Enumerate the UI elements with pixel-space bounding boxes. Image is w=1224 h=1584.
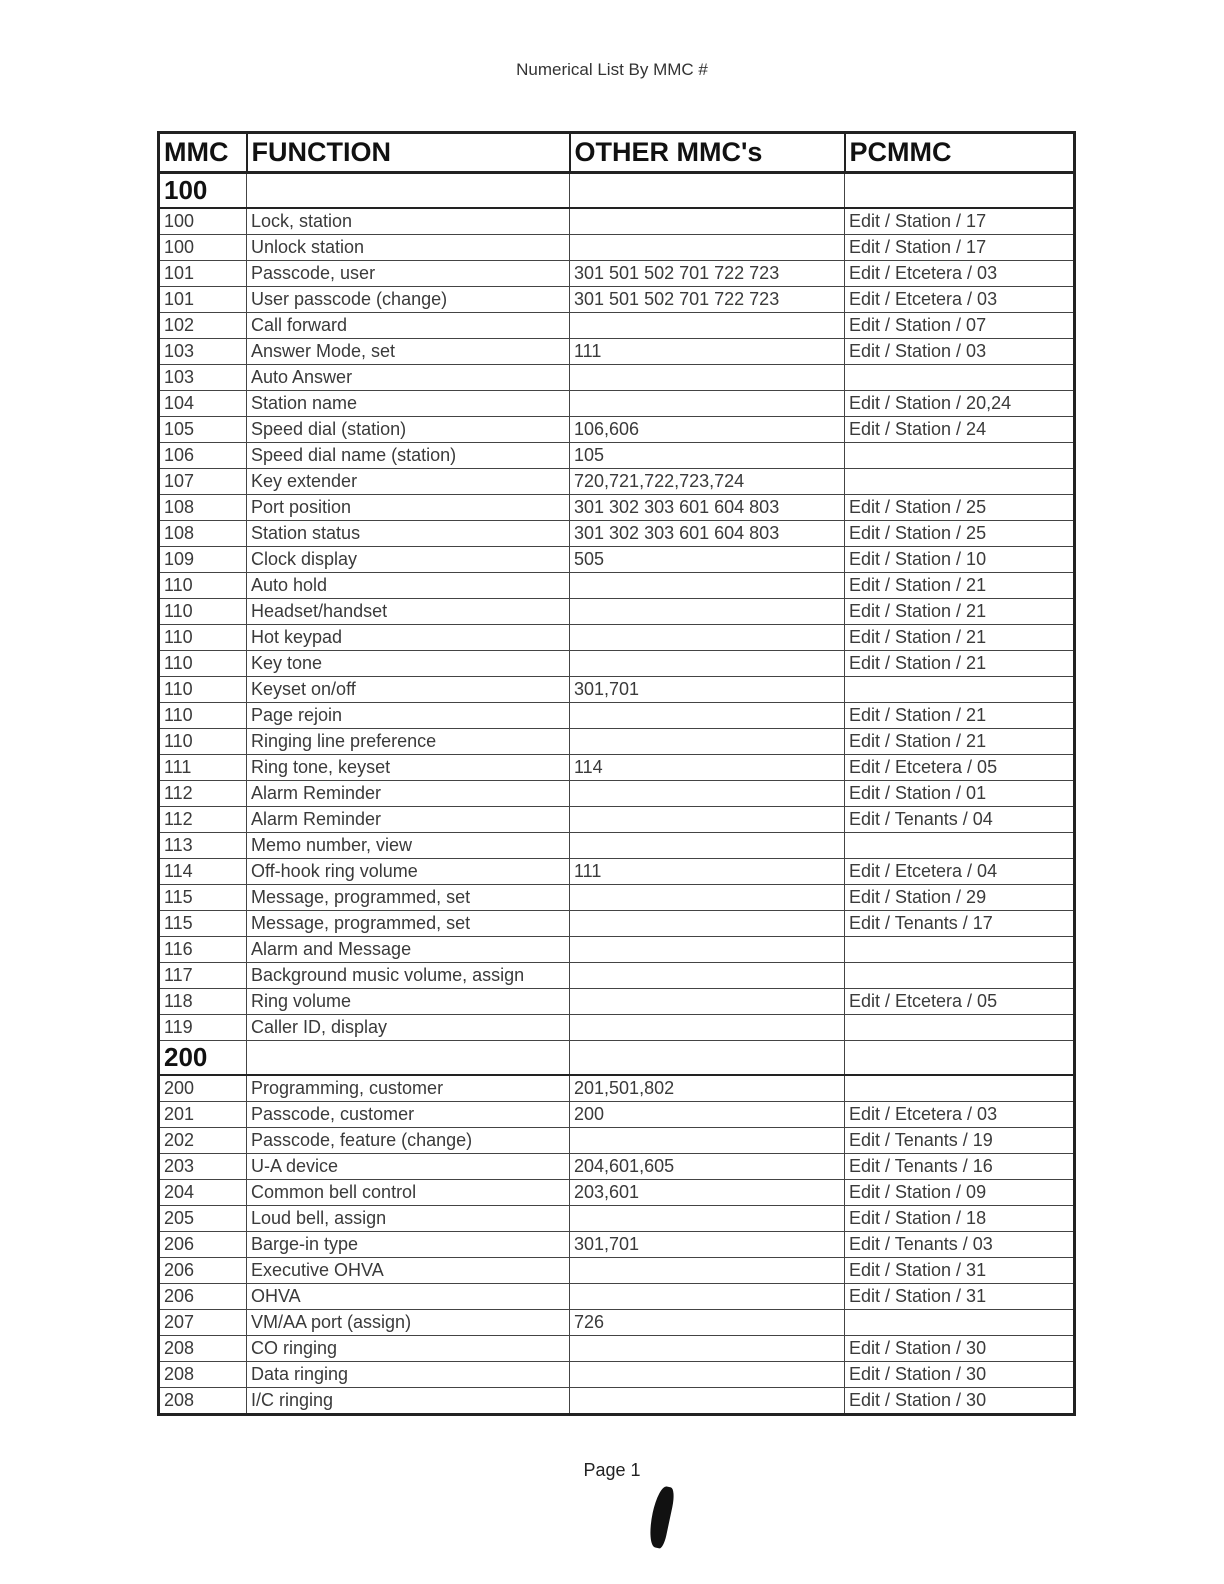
function-cell: OHVA bbox=[247, 1284, 570, 1310]
group-empty-cell bbox=[845, 1041, 1075, 1076]
other-mmcs-cell bbox=[570, 573, 845, 599]
function-cell: Data ringing bbox=[247, 1362, 570, 1388]
header-row bbox=[159, 133, 1075, 173]
table-row bbox=[159, 1388, 1075, 1415]
function-cell: Message, programmed, set bbox=[247, 885, 570, 911]
table-row bbox=[159, 339, 1075, 365]
pcmmc-cell: Edit / Station / 21 bbox=[845, 651, 1075, 677]
other-mmcs-cell: 200 bbox=[570, 1102, 845, 1128]
other-mmcs-cell bbox=[570, 235, 845, 261]
table-row bbox=[159, 1232, 1075, 1258]
function-cell: CO ringing bbox=[247, 1336, 570, 1362]
table-row bbox=[159, 807, 1075, 833]
other-mmcs-cell bbox=[570, 208, 845, 235]
mmc-cell: 205 bbox=[159, 1206, 247, 1232]
pcmmc-cell bbox=[845, 365, 1075, 391]
function-cell: Alarm Reminder bbox=[247, 781, 570, 807]
function-cell: Key extender bbox=[247, 469, 570, 495]
table-row bbox=[159, 599, 1075, 625]
other-mmcs-cell bbox=[570, 1362, 845, 1388]
function-cell: Common bell control bbox=[247, 1180, 570, 1206]
table-row bbox=[159, 885, 1075, 911]
group-empty-cell bbox=[247, 173, 570, 209]
other-mmcs-cell: 505 bbox=[570, 547, 845, 573]
group-row bbox=[159, 1041, 1075, 1076]
table-row bbox=[159, 703, 1075, 729]
table-row bbox=[159, 651, 1075, 677]
pcmmc-cell bbox=[845, 469, 1075, 495]
table-row bbox=[159, 911, 1075, 937]
function-cell: Loud bell, assign bbox=[247, 1206, 570, 1232]
function-cell: Headset/handset bbox=[247, 599, 570, 625]
mmc-cell: 110 bbox=[159, 677, 247, 703]
function-cell: Programming, customer bbox=[247, 1075, 570, 1102]
mmc-cell: 117 bbox=[159, 963, 247, 989]
pcmmc-cell bbox=[845, 963, 1075, 989]
pcmmc-cell: Edit / Station / 17 bbox=[845, 208, 1075, 235]
table-row bbox=[159, 1154, 1075, 1180]
group-row bbox=[159, 173, 1075, 209]
pcmmc-cell bbox=[845, 677, 1075, 703]
mmc-cell: 110 bbox=[159, 651, 247, 677]
pcmmc-cell: Edit / Tenants / 03 bbox=[845, 1232, 1075, 1258]
table-row bbox=[159, 963, 1075, 989]
other-mmcs-cell bbox=[570, 911, 845, 937]
function-cell: Answer Mode, set bbox=[247, 339, 570, 365]
mmc-cell: 105 bbox=[159, 417, 247, 443]
pcmmc-cell bbox=[845, 443, 1075, 469]
table-row bbox=[159, 859, 1075, 885]
pcmmc-cell bbox=[845, 1075, 1075, 1102]
function-cell: Call forward bbox=[247, 313, 570, 339]
pcmmc-cell: Edit / Station / 01 bbox=[845, 781, 1075, 807]
pcmmc-cell: Edit / Station / 30 bbox=[845, 1388, 1075, 1415]
table-row bbox=[159, 1180, 1075, 1206]
mmc-cell: 112 bbox=[159, 781, 247, 807]
pcmmc-cell: Edit / Station / 29 bbox=[845, 885, 1075, 911]
mmc-cell: 114 bbox=[159, 859, 247, 885]
function-cell: Executive OHVA bbox=[247, 1258, 570, 1284]
other-mmcs-cell: 204,601,605 bbox=[570, 1154, 845, 1180]
table-row bbox=[159, 1310, 1075, 1336]
mmc-cell: 116 bbox=[159, 937, 247, 963]
pcmmc-cell: Edit / Station / 20,24 bbox=[845, 391, 1075, 417]
function-cell: Ring volume bbox=[247, 989, 570, 1015]
ink-smudge bbox=[646, 1485, 676, 1549]
mmc-cell: 109 bbox=[159, 547, 247, 573]
function-cell: Station status bbox=[247, 521, 570, 547]
pcmmc-cell: Edit / Station / 24 bbox=[845, 417, 1075, 443]
other-mmcs-cell bbox=[570, 885, 845, 911]
function-cell: Clock display bbox=[247, 547, 570, 573]
mmc-cell: 103 bbox=[159, 365, 247, 391]
pcmmc-cell: Edit / Station / 21 bbox=[845, 703, 1075, 729]
table-row bbox=[159, 677, 1075, 703]
table-row bbox=[159, 443, 1075, 469]
pcmmc-cell: Edit / Station / 25 bbox=[845, 521, 1075, 547]
function-cell: Station name bbox=[247, 391, 570, 417]
other-mmcs-cell: 114 bbox=[570, 755, 845, 781]
pcmmc-cell: Edit / Station / 21 bbox=[845, 599, 1075, 625]
table-row bbox=[159, 989, 1075, 1015]
other-mmcs-cell: 111 bbox=[570, 339, 845, 365]
mmc-cell: 119 bbox=[159, 1015, 247, 1041]
other-mmcs-cell bbox=[570, 833, 845, 859]
mmc-cell: 118 bbox=[159, 989, 247, 1015]
mmc-cell: 206 bbox=[159, 1232, 247, 1258]
page-title: Numerical List By MMC # bbox=[516, 60, 708, 79]
other-mmcs-cell bbox=[570, 937, 845, 963]
mmc-cell: 110 bbox=[159, 729, 247, 755]
mmc-cell: 110 bbox=[159, 599, 247, 625]
other-mmcs-cell: 301,701 bbox=[570, 677, 845, 703]
function-cell: Background music volume, assign bbox=[247, 963, 570, 989]
other-mmcs-cell: 301 302 303 601 604 803 bbox=[570, 495, 845, 521]
function-cell: Speed dial (station) bbox=[247, 417, 570, 443]
mmc-cell: 100 bbox=[159, 208, 247, 235]
other-mmcs-cell bbox=[570, 1015, 845, 1041]
mmc-cell: 101 bbox=[159, 261, 247, 287]
pcmmc-cell: Edit / Station / 31 bbox=[845, 1258, 1075, 1284]
other-mmcs-cell bbox=[570, 1258, 845, 1284]
table-row bbox=[159, 417, 1075, 443]
table-row bbox=[159, 833, 1075, 859]
mmc-cell: 103 bbox=[159, 339, 247, 365]
mmc-cell: 202 bbox=[159, 1128, 247, 1154]
other-mmcs-cell bbox=[570, 781, 845, 807]
mmc-cell: 200 bbox=[159, 1075, 247, 1102]
pcmmc-cell: Edit / Station / 21 bbox=[845, 625, 1075, 651]
mmc-cell: 203 bbox=[159, 1154, 247, 1180]
table-row bbox=[159, 261, 1075, 287]
mmc-cell: 104 bbox=[159, 391, 247, 417]
table-row bbox=[159, 287, 1075, 313]
other-mmcs-cell bbox=[570, 365, 845, 391]
function-cell: Caller ID, display bbox=[247, 1015, 570, 1041]
pcmmc-cell: Edit / Station / 25 bbox=[845, 495, 1075, 521]
function-cell: Keyset on/off bbox=[247, 677, 570, 703]
mmc-cell: 100 bbox=[159, 235, 247, 261]
pcmmc-cell: Edit / Tenants / 04 bbox=[845, 807, 1075, 833]
other-mmcs-cell bbox=[570, 1128, 845, 1154]
function-cell: Passcode, customer bbox=[247, 1102, 570, 1128]
other-mmcs-cell: 301 501 502 701 722 723 bbox=[570, 261, 845, 287]
function-cell: Speed dial name (station) bbox=[247, 443, 570, 469]
function-cell: Alarm Reminder bbox=[247, 807, 570, 833]
pcmmc-cell: Edit / Station / 30 bbox=[845, 1336, 1075, 1362]
function-cell: Message, programmed, set bbox=[247, 911, 570, 937]
other-mmcs-cell bbox=[570, 313, 845, 339]
table-row bbox=[159, 521, 1075, 547]
other-mmcs-cell: 720,721,722,723,724 bbox=[570, 469, 845, 495]
mmc-cell: 201 bbox=[159, 1102, 247, 1128]
column-header-other-mmcs: OTHER MMC's bbox=[570, 133, 845, 173]
function-cell: Ring tone, keyset bbox=[247, 755, 570, 781]
group-label: 200 bbox=[159, 1041, 247, 1076]
table-row bbox=[159, 469, 1075, 495]
function-cell: Auto hold bbox=[247, 573, 570, 599]
function-cell: User passcode (change) bbox=[247, 287, 570, 313]
other-mmcs-cell: 301 302 303 601 604 803 bbox=[570, 521, 845, 547]
page-number: Page 1 bbox=[583, 1460, 641, 1480]
other-mmcs-cell bbox=[570, 729, 845, 755]
table-row bbox=[159, 1362, 1075, 1388]
table-row bbox=[159, 391, 1075, 417]
other-mmcs-cell: 105 bbox=[570, 443, 845, 469]
mmc-cell: 204 bbox=[159, 1180, 247, 1206]
other-mmcs-cell bbox=[570, 1284, 845, 1310]
pcmmc-cell bbox=[845, 1015, 1075, 1041]
function-cell: VM/AA port (assign) bbox=[247, 1310, 570, 1336]
mmc-cell: 110 bbox=[159, 573, 247, 599]
function-cell: Barge-in type bbox=[247, 1232, 570, 1258]
table-row bbox=[159, 313, 1075, 339]
pcmmc-cell: Edit / Etcetera / 05 bbox=[845, 989, 1075, 1015]
mmc-cell: 106 bbox=[159, 443, 247, 469]
mmc-cell: 207 bbox=[159, 1310, 247, 1336]
other-mmcs-cell bbox=[570, 599, 845, 625]
table-row bbox=[159, 547, 1075, 573]
table-row bbox=[159, 1258, 1075, 1284]
function-cell: Passcode, feature (change) bbox=[247, 1128, 570, 1154]
other-mmcs-cell bbox=[570, 1206, 845, 1232]
function-cell: Alarm and Message bbox=[247, 937, 570, 963]
table-row bbox=[159, 495, 1075, 521]
table-row bbox=[159, 1336, 1075, 1362]
mmc-cell: 108 bbox=[159, 495, 247, 521]
pcmmc-cell: Edit / Tenants / 19 bbox=[845, 1128, 1075, 1154]
mmc-cell: 107 bbox=[159, 469, 247, 495]
mmc-table bbox=[157, 131, 1076, 1416]
table-row bbox=[159, 729, 1075, 755]
mmc-cell: 101 bbox=[159, 287, 247, 313]
group-label: 100 bbox=[159, 173, 247, 209]
mmc-cell: 208 bbox=[159, 1362, 247, 1388]
pcmmc-cell bbox=[845, 937, 1075, 963]
group-empty-cell bbox=[247, 1041, 570, 1076]
pcmmc-cell bbox=[845, 833, 1075, 859]
table-row bbox=[159, 755, 1075, 781]
other-mmcs-cell: 201,501,802 bbox=[570, 1075, 845, 1102]
pcmmc-cell: Edit / Tenants / 16 bbox=[845, 1154, 1075, 1180]
function-cell: U-A device bbox=[247, 1154, 570, 1180]
pcmmc-cell: Edit / Station / 21 bbox=[845, 573, 1075, 599]
other-mmcs-cell bbox=[570, 391, 845, 417]
other-mmcs-cell bbox=[570, 1336, 845, 1362]
pcmmc-cell: Edit / Station / 09 bbox=[845, 1180, 1075, 1206]
table-row bbox=[159, 1015, 1075, 1041]
function-cell: Unlock station bbox=[247, 235, 570, 261]
pcmmc-cell: Edit / Station / 07 bbox=[845, 313, 1075, 339]
mmc-cell: 115 bbox=[159, 911, 247, 937]
group-empty-cell bbox=[845, 173, 1075, 209]
other-mmcs-cell bbox=[570, 807, 845, 833]
table-body bbox=[159, 173, 1075, 1415]
column-header-mmc: MMC bbox=[159, 133, 247, 173]
pcmmc-cell: Edit / Station / 03 bbox=[845, 339, 1075, 365]
function-cell: Page rejoin bbox=[247, 703, 570, 729]
column-header-pcmmc: PCMMC bbox=[845, 133, 1075, 173]
pcmmc-cell bbox=[845, 1310, 1075, 1336]
pcmmc-cell: Edit / Station / 18 bbox=[845, 1206, 1075, 1232]
other-mmcs-cell: 203,601 bbox=[570, 1180, 845, 1206]
table-row bbox=[159, 781, 1075, 807]
function-cell: Off-hook ring volume bbox=[247, 859, 570, 885]
function-cell: I/C ringing bbox=[247, 1388, 570, 1415]
table-row bbox=[159, 1128, 1075, 1154]
mmc-cell: 108 bbox=[159, 521, 247, 547]
mmc-cell: 110 bbox=[159, 703, 247, 729]
table-row bbox=[159, 1206, 1075, 1232]
function-cell: Passcode, user bbox=[247, 261, 570, 287]
table-row bbox=[159, 1284, 1075, 1310]
pcmmc-cell: Edit / Station / 30 bbox=[845, 1362, 1075, 1388]
other-mmcs-cell: 301,701 bbox=[570, 1232, 845, 1258]
mmc-cell: 111 bbox=[159, 755, 247, 781]
table-row bbox=[159, 625, 1075, 651]
function-cell: Ringing line preference bbox=[247, 729, 570, 755]
other-mmcs-cell bbox=[570, 703, 845, 729]
function-cell: Memo number, view bbox=[247, 833, 570, 859]
group-empty-cell bbox=[570, 1041, 845, 1076]
table-row bbox=[159, 1075, 1075, 1102]
group-empty-cell bbox=[570, 173, 845, 209]
other-mmcs-cell: 726 bbox=[570, 1310, 845, 1336]
pcmmc-cell: Edit / Tenants / 17 bbox=[845, 911, 1075, 937]
other-mmcs-cell bbox=[570, 1388, 845, 1415]
mmc-cell: 115 bbox=[159, 885, 247, 911]
table-row bbox=[159, 1102, 1075, 1128]
mmc-cell: 110 bbox=[159, 625, 247, 651]
pcmmc-cell: Edit / Etcetera / 05 bbox=[845, 755, 1075, 781]
other-mmcs-cell: 106,606 bbox=[570, 417, 845, 443]
mmc-cell: 206 bbox=[159, 1258, 247, 1284]
table-row bbox=[159, 937, 1075, 963]
other-mmcs-cell bbox=[570, 651, 845, 677]
function-cell: Hot keypad bbox=[247, 625, 570, 651]
mmc-cell: 208 bbox=[159, 1388, 247, 1415]
pcmmc-cell: Edit / Etcetera / 04 bbox=[845, 859, 1075, 885]
function-cell: Key tone bbox=[247, 651, 570, 677]
mmc-cell: 206 bbox=[159, 1284, 247, 1310]
other-mmcs-cell: 301 501 502 701 722 723 bbox=[570, 287, 845, 313]
mmc-cell: 208 bbox=[159, 1336, 247, 1362]
other-mmcs-cell bbox=[570, 625, 845, 651]
column-header-function: FUNCTION bbox=[247, 133, 570, 173]
pcmmc-cell: Edit / Station / 21 bbox=[845, 729, 1075, 755]
pcmmc-cell: Edit / Etcetera / 03 bbox=[845, 1102, 1075, 1128]
other-mmcs-cell bbox=[570, 963, 845, 989]
function-cell: Lock, station bbox=[247, 208, 570, 235]
pcmmc-cell: Edit / Etcetera / 03 bbox=[845, 287, 1075, 313]
pcmmc-cell: Edit / Station / 10 bbox=[845, 547, 1075, 573]
pcmmc-cell: Edit / Station / 17 bbox=[845, 235, 1075, 261]
table-row bbox=[159, 573, 1075, 599]
table-row bbox=[159, 235, 1075, 261]
pcmmc-cell: Edit / Etcetera / 03 bbox=[845, 261, 1075, 287]
mmc-cell: 113 bbox=[159, 833, 247, 859]
table-row bbox=[159, 208, 1075, 235]
mmc-cell: 112 bbox=[159, 807, 247, 833]
function-cell: Auto Answer bbox=[247, 365, 570, 391]
table-row bbox=[159, 365, 1075, 391]
mmc-cell: 102 bbox=[159, 313, 247, 339]
other-mmcs-cell: 111 bbox=[570, 859, 845, 885]
pcmmc-cell: Edit / Station / 31 bbox=[845, 1284, 1075, 1310]
other-mmcs-cell bbox=[570, 989, 845, 1015]
function-cell: Port position bbox=[247, 495, 570, 521]
